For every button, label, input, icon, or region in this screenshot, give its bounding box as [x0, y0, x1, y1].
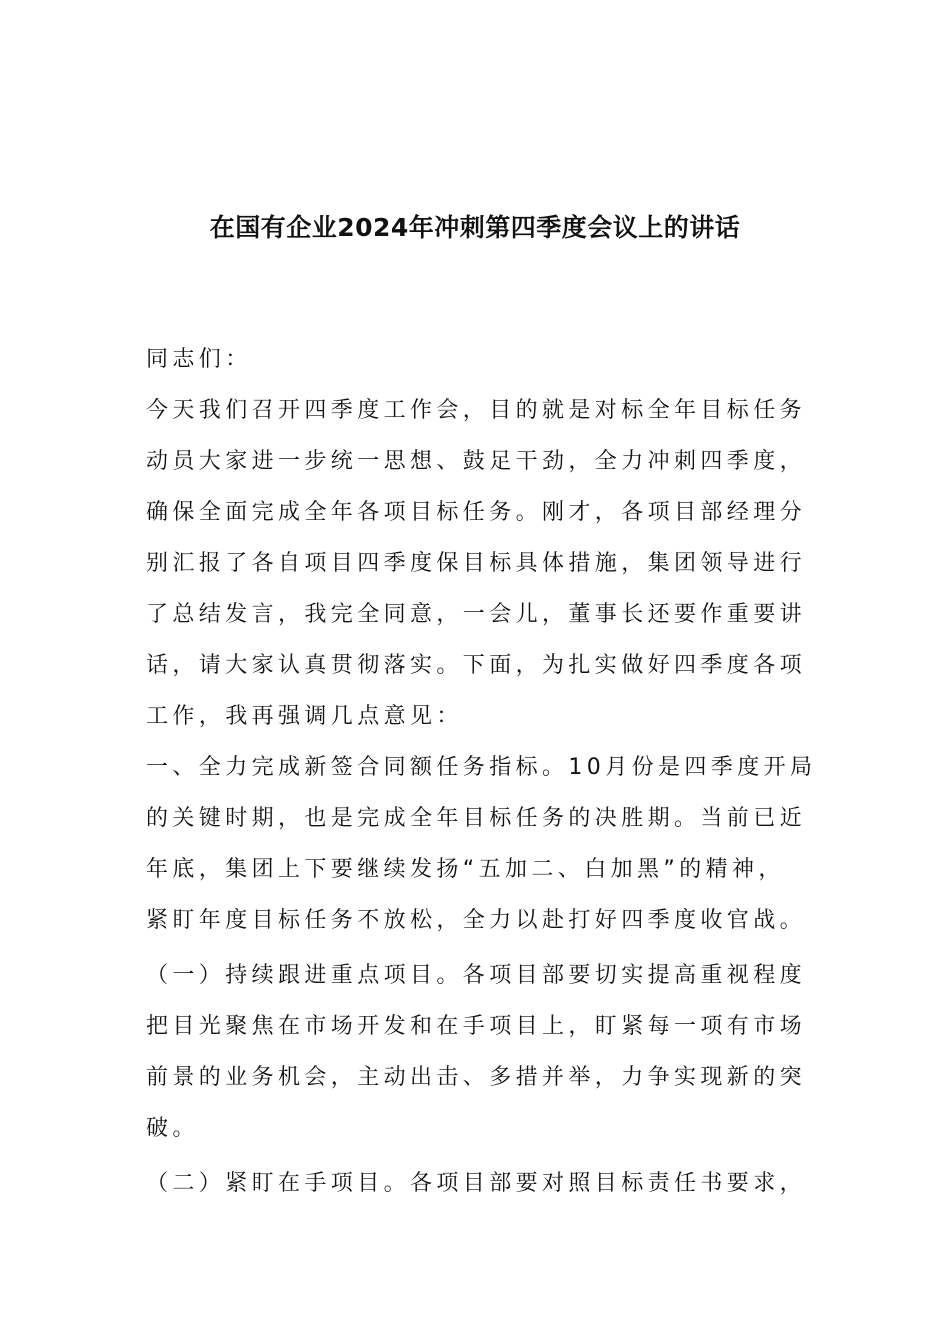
- paragraph-line: 动员大家进一步统一思想、鼓足干劲，全力冲刺四季度，: [146, 449, 807, 474]
- paragraph-line: 了总结发言，我完全同意，一会儿，董事长还要作重要讲: [146, 602, 807, 627]
- subsection-line: （一）持续跟进重点项目。各项目部要切实提高重视程度: [146, 963, 807, 988]
- paragraph-line: 话，请大家认真贯彻落实。下面，为扎实做好四季度各项: [146, 653, 807, 678]
- paragraph-line: 确保全面完成全年各项目标任务。刚才，各项目部经理分: [146, 500, 807, 525]
- paragraph-line: 今天我们召开四季度工作会，目的就是对标全年目标任务: [146, 398, 807, 423]
- paragraph-line: 紧盯年度目标任务不放松，全力以赴打好四季度收官战。: [146, 908, 807, 933]
- salutation-line: 同志们：: [146, 347, 252, 372]
- document-body: [146, 334, 817, 1209]
- document-title: 在国有企业2024年冲刺第四季度会议上的讲话: [209, 213, 741, 242]
- paragraph-line: 破。: [146, 1116, 199, 1141]
- paragraph-line: 前景的业务机会，主动出击、多措并举，力争实现新的突: [146, 1065, 807, 1090]
- paragraph-line: 工作，我再强调几点意见：: [146, 704, 463, 729]
- subsection-line: （二）紧盯在手项目。各项目部要对照目标责任书要求，: [146, 1171, 807, 1196]
- section-heading-line: 一、全力完成新签合同额任务指标。10月份是四季度开局: [146, 755, 817, 780]
- paragraph-line: 年底，集团上下要继续发扬“五加二、白加黑”的精神，: [146, 857, 785, 882]
- paragraph-line: 把目光聚焦在市场开发和在手项目上，盯紧每一项有市场: [146, 1014, 807, 1039]
- paragraph-line: 的关键时期，也是完成全年目标任务的决胜期。当前已近: [146, 806, 807, 831]
- paragraph-line: 别汇报了各自项目四季度保目标具体措施，集团领导进行: [146, 551, 807, 576]
